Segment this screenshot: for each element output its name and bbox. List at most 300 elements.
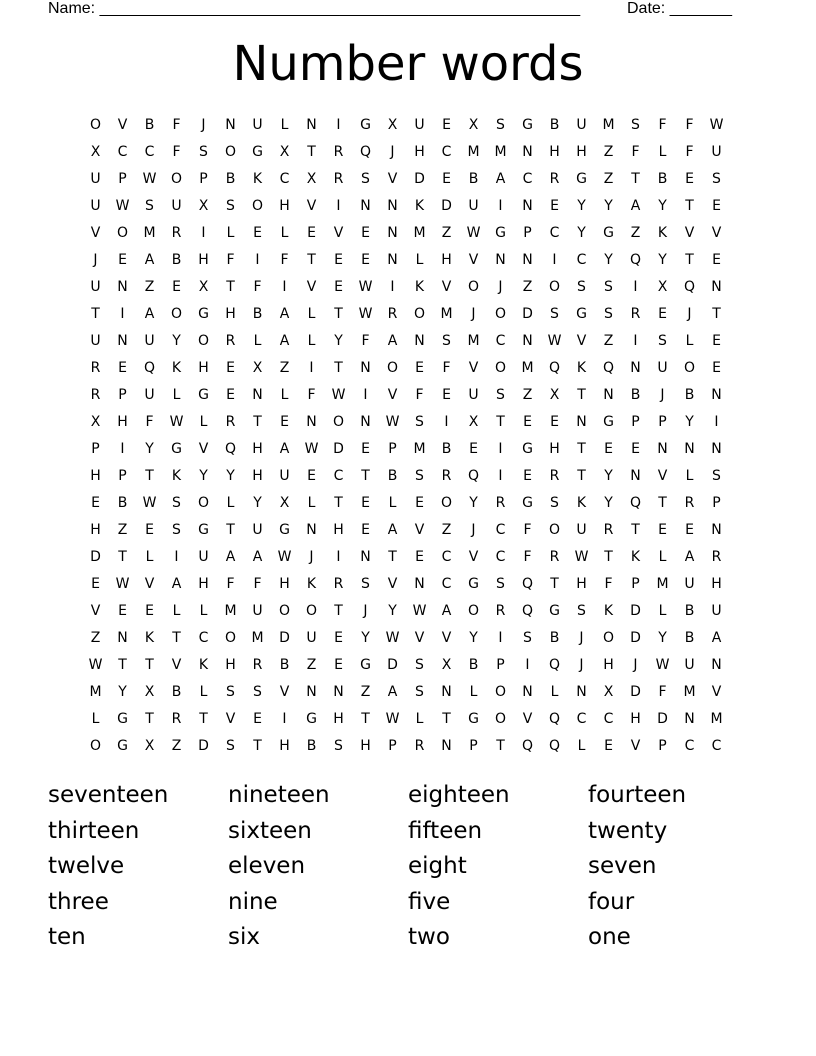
grid-cell[interactable]: L — [280, 117, 289, 133]
grid-cell[interactable]: T — [604, 549, 613, 565]
grid-cell[interactable]: H — [360, 738, 371, 754]
grid-cell[interactable]: R — [333, 576, 344, 592]
grid-cell[interactable]: W — [115, 576, 130, 592]
grid-cell[interactable]: K — [630, 549, 641, 565]
grid-cell[interactable]: V — [468, 549, 479, 565]
grid-cell[interactable]: S — [415, 414, 424, 430]
grid-cell[interactable]: F — [658, 117, 667, 133]
grid-cell[interactable]: P — [469, 738, 478, 754]
grid-cell[interactable]: Z — [441, 225, 452, 241]
grid-cell[interactable]: M — [251, 630, 264, 646]
grid-cell[interactable]: K — [657, 225, 668, 241]
grid-cell[interactable]: W — [88, 657, 103, 673]
grid-cell[interactable]: C — [603, 711, 614, 727]
grid-cell[interactable]: O — [413, 306, 426, 322]
grid-cell[interactable]: G — [549, 603, 560, 619]
grid-cell[interactable]: T — [361, 468, 370, 484]
grid-cell[interactable]: L — [307, 306, 316, 322]
grid-cell[interactable]: M — [494, 144, 507, 160]
grid-cell[interactable]: T — [91, 306, 100, 322]
grid-cell[interactable]: F — [415, 387, 424, 403]
grid-cell[interactable]: N — [711, 657, 722, 673]
grid-cell[interactable]: S — [604, 306, 613, 322]
grid-cell[interactable]: L — [226, 495, 235, 511]
grid-cell[interactable]: M — [683, 684, 696, 700]
grid-cell[interactable]: A — [279, 306, 290, 322]
grid-cell[interactable]: T — [550, 576, 559, 592]
grid-cell[interactable]: R — [225, 333, 236, 349]
grid-cell[interactable]: G — [468, 576, 479, 592]
grid-cell[interactable]: E — [631, 441, 640, 457]
grid-cell[interactable]: R — [441, 468, 452, 484]
grid-cell[interactable]: Y — [469, 630, 478, 646]
grid-cell[interactable]: N — [711, 441, 722, 457]
grid-cell[interactable]: N — [360, 549, 371, 565]
grid-cell[interactable]: Y — [469, 495, 478, 511]
grid-cell[interactable]: O — [89, 738, 102, 754]
grid-cell[interactable]: V — [144, 576, 155, 592]
grid-cell[interactable]: L — [307, 495, 316, 511]
grid-cell[interactable]: O — [440, 495, 453, 511]
grid-cell[interactable]: V — [387, 576, 398, 592]
grid-cell[interactable]: A — [441, 603, 452, 619]
grid-cell[interactable]: Z — [522, 387, 533, 403]
grid-cell[interactable]: T — [388, 549, 397, 565]
grid-cell[interactable]: I — [201, 225, 206, 241]
name-field[interactable]: Name: ______________________________________________________ — [48, 0, 581, 17]
grid-cell[interactable]: R — [711, 549, 722, 565]
grid-cell[interactable]: S — [361, 576, 370, 592]
grid-cell[interactable]: Y — [604, 198, 613, 214]
grid-cell[interactable]: J — [201, 117, 206, 133]
grid-cell[interactable]: Y — [658, 198, 667, 214]
grid-cell[interactable]: F — [307, 387, 316, 403]
grid-cell[interactable]: B — [441, 441, 452, 457]
grid-cell[interactable]: T — [577, 441, 586, 457]
grid-cell[interactable]: N — [684, 711, 695, 727]
grid-cell[interactable]: G — [603, 414, 614, 430]
grid-cell[interactable]: B — [306, 738, 317, 754]
grid-cell[interactable]: C — [495, 333, 506, 349]
grid-cell[interactable]: N — [522, 252, 533, 268]
grid-cell[interactable]: G — [576, 306, 587, 322]
grid-cell[interactable]: E — [361, 225, 370, 241]
grid-cell[interactable]: B — [684, 387, 695, 403]
grid-cell[interactable]: E — [658, 522, 667, 538]
grid-cell[interactable]: I — [120, 306, 125, 322]
grid-cell[interactable]: X — [549, 387, 560, 403]
grid-cell[interactable]: N — [306, 684, 317, 700]
grid-cell[interactable]: G — [576, 171, 587, 187]
grid-cell[interactable]: T — [442, 711, 451, 727]
grid-cell[interactable]: H — [576, 144, 587, 160]
grid-cell[interactable]: L — [658, 549, 667, 565]
grid-cell[interactable]: L — [199, 603, 208, 619]
grid-cell[interactable]: T — [685, 252, 694, 268]
grid-cell[interactable]: E — [658, 306, 667, 322]
grid-cell[interactable]: Q — [548, 657, 561, 673]
grid-cell[interactable]: L — [415, 252, 424, 268]
grid-cell[interactable]: T — [253, 414, 262, 430]
grid-cell[interactable]: Y — [145, 441, 154, 457]
grid-cell[interactable]: C — [549, 225, 560, 241]
grid-cell[interactable]: T — [172, 630, 181, 646]
grid-cell[interactable]: J — [579, 630, 584, 646]
grid-cell[interactable]: H — [441, 252, 452, 268]
grid-cell[interactable]: U — [576, 522, 587, 538]
grid-cell[interactable]: E — [604, 441, 613, 457]
grid-cell[interactable]: S — [550, 306, 559, 322]
grid-cell[interactable]: L — [415, 711, 424, 727]
grid-cell[interactable]: N — [495, 252, 506, 268]
grid-cell[interactable]: T — [496, 738, 505, 754]
grid-cell[interactable]: V — [576, 333, 587, 349]
grid-cell[interactable]: N — [684, 441, 695, 457]
grid-cell[interactable]: L — [172, 387, 181, 403]
grid-cell[interactable]: H — [576, 576, 587, 592]
grid-cell[interactable]: E — [226, 387, 235, 403]
grid-cell[interactable]: X — [144, 684, 155, 700]
grid-cell[interactable]: B — [468, 657, 479, 673]
grid-cell[interactable]: Y — [199, 468, 208, 484]
grid-cell[interactable]: A — [144, 306, 155, 322]
grid-cell[interactable]: U — [90, 279, 101, 295]
grid-cell[interactable]: J — [390, 144, 395, 160]
grid-cell[interactable]: G — [198, 306, 209, 322]
grid-cell[interactable]: X — [90, 414, 101, 430]
grid-cell[interactable]: S — [226, 738, 235, 754]
grid-cell[interactable]: X — [657, 279, 668, 295]
grid-cell[interactable]: O — [197, 333, 210, 349]
grid-cell[interactable]: W — [169, 414, 184, 430]
grid-cell[interactable]: U — [657, 360, 668, 376]
grid-cell[interactable]: F — [685, 117, 694, 133]
grid-cell[interactable]: E — [361, 252, 370, 268]
grid-cell[interactable]: P — [118, 387, 127, 403]
grid-cell[interactable]: W — [412, 603, 427, 619]
grid-cell[interactable]: R — [495, 603, 506, 619]
grid-cell[interactable]: U — [468, 387, 479, 403]
grid-cell[interactable]: N — [306, 117, 317, 133]
grid-cell[interactable]: M — [143, 225, 156, 241]
grid-cell[interactable]: H — [333, 711, 344, 727]
grid-cell[interactable]: V — [198, 441, 209, 457]
grid-cell[interactable]: O — [494, 711, 507, 727]
grid-cell[interactable]: I — [390, 279, 395, 295]
grid-cell[interactable]: E — [172, 279, 181, 295]
grid-cell[interactable]: I — [498, 198, 503, 214]
grid-cell[interactable]: B — [144, 117, 155, 133]
grid-cell[interactable]: R — [549, 549, 560, 565]
grid-cell[interactable]: Q — [629, 252, 642, 268]
grid-cell[interactable]: O — [494, 684, 507, 700]
grid-cell[interactable]: R — [603, 522, 614, 538]
grid-cell[interactable]: T — [658, 495, 667, 511]
grid-cell[interactable]: O — [683, 360, 696, 376]
grid-cell[interactable]: I — [336, 198, 341, 214]
grid-cell[interactable]: E — [145, 522, 154, 538]
grid-cell[interactable]: Y — [685, 414, 694, 430]
grid-cell[interactable]: G — [198, 522, 209, 538]
grid-cell[interactable]: L — [226, 225, 235, 241]
grid-cell[interactable]: K — [171, 468, 182, 484]
grid-cell[interactable]: H — [90, 522, 101, 538]
grid-cell[interactable]: B — [684, 630, 695, 646]
grid-cell[interactable]: T — [334, 603, 343, 619]
grid-cell[interactable]: G — [360, 657, 371, 673]
grid-cell[interactable]: U — [90, 198, 101, 214]
grid-cell[interactable]: V — [522, 711, 533, 727]
grid-cell[interactable]: H — [549, 441, 560, 457]
grid-cell[interactable]: D — [630, 684, 641, 700]
grid-cell[interactable]: V — [441, 279, 452, 295]
grid-cell[interactable]: T — [253, 738, 262, 754]
grid-cell[interactable]: G — [360, 117, 371, 133]
grid-cell[interactable]: N — [414, 333, 425, 349]
grid-cell[interactable]: X — [279, 144, 290, 160]
grid-cell[interactable]: L — [199, 684, 208, 700]
grid-cell[interactable]: N — [522, 333, 533, 349]
grid-cell[interactable]: Z — [360, 684, 371, 700]
grid-cell[interactable]: L — [199, 414, 208, 430]
grid-cell[interactable]: S — [253, 684, 262, 700]
grid-cell[interactable]: U — [198, 549, 209, 565]
grid-cell[interactable]: S — [415, 657, 424, 673]
grid-cell[interactable]: G — [252, 144, 263, 160]
grid-cell[interactable]: L — [307, 333, 316, 349]
grid-cell[interactable]: S — [496, 387, 505, 403]
grid-cell[interactable]: V — [333, 225, 344, 241]
grid-cell[interactable]: P — [631, 414, 640, 430]
grid-cell[interactable]: N — [711, 387, 722, 403]
grid-cell[interactable]: I — [363, 387, 368, 403]
grid-cell[interactable]: C — [279, 171, 290, 187]
grid-cell[interactable]: D — [630, 603, 641, 619]
grid-cell[interactable]: U — [252, 117, 263, 133]
grid-cell[interactable]: Q — [521, 738, 534, 754]
grid-cell[interactable]: S — [172, 495, 181, 511]
grid-cell[interactable]: H — [117, 414, 128, 430]
grid-cell[interactable]: M — [710, 711, 723, 727]
grid-cell[interactable]: N — [117, 333, 128, 349]
grid-cell[interactable]: H — [198, 576, 209, 592]
grid-cell[interactable]: E — [523, 414, 532, 430]
grid-cell[interactable]: B — [468, 171, 479, 187]
grid-cell[interactable]: P — [496, 657, 505, 673]
grid-cell[interactable]: W — [142, 495, 157, 511]
grid-cell[interactable]: J — [309, 549, 314, 565]
grid-cell[interactable]: A — [684, 549, 695, 565]
grid-cell[interactable]: X — [468, 414, 479, 430]
grid-cell[interactable]: N — [360, 360, 371, 376]
grid-cell[interactable]: N — [441, 738, 452, 754]
grid-cell[interactable]: Q — [224, 441, 237, 457]
grid-cell[interactable]: O — [170, 306, 183, 322]
grid-cell[interactable]: E — [334, 252, 343, 268]
grid-cell[interactable]: J — [498, 279, 503, 295]
grid-cell[interactable]: O — [224, 630, 237, 646]
grid-cell[interactable]: W — [115, 198, 130, 214]
grid-cell[interactable]: N — [387, 252, 398, 268]
grid-cell[interactable]: V — [117, 117, 128, 133]
grid-cell[interactable]: L — [91, 711, 100, 727]
grid-cell[interactable]: O — [494, 360, 507, 376]
grid-cell[interactable]: Q — [683, 279, 696, 295]
grid-cell[interactable]: L — [658, 603, 667, 619]
grid-cell[interactable]: Y — [226, 468, 235, 484]
grid-cell[interactable]: N — [252, 387, 263, 403]
grid-cell[interactable]: E — [415, 549, 424, 565]
grid-cell[interactable]: L — [280, 225, 289, 241]
grid-cell[interactable]: F — [172, 144, 181, 160]
grid-cell[interactable]: H — [279, 738, 290, 754]
grid-cell[interactable]: E — [712, 333, 721, 349]
grid-cell[interactable]: E — [91, 495, 100, 511]
grid-cell[interactable]: P — [631, 576, 640, 592]
grid-cell[interactable]: G — [522, 441, 533, 457]
grid-cell[interactable]: T — [199, 711, 208, 727]
grid-cell[interactable]: T — [577, 468, 586, 484]
grid-cell[interactable]: G — [522, 117, 533, 133]
grid-cell[interactable]: V — [387, 171, 398, 187]
grid-cell[interactable]: T — [334, 306, 343, 322]
grid-cell[interactable]: Z — [603, 171, 614, 187]
grid-cell[interactable]: X — [198, 279, 209, 295]
grid-cell[interactable]: R — [252, 657, 263, 673]
grid-cell[interactable]: A — [171, 576, 182, 592]
grid-cell[interactable]: W — [277, 549, 292, 565]
grid-cell[interactable]: S — [631, 117, 640, 133]
grid-cell[interactable]: G — [306, 711, 317, 727]
grid-cell[interactable]: E — [334, 630, 343, 646]
grid-cell[interactable]: O — [251, 198, 264, 214]
grid-cell[interactable]: T — [307, 252, 316, 268]
grid-cell[interactable]: P — [658, 414, 667, 430]
grid-cell[interactable]: B — [279, 657, 290, 673]
grid-cell[interactable]: V — [711, 225, 722, 241]
grid-cell[interactable]: D — [414, 171, 425, 187]
grid-cell[interactable]: V — [225, 711, 236, 727]
grid-cell[interactable]: E — [523, 468, 532, 484]
grid-cell[interactable]: Q — [143, 360, 156, 376]
grid-cell[interactable]: O — [197, 495, 210, 511]
grid-cell[interactable]: J — [93, 252, 98, 268]
grid-cell[interactable]: P — [388, 441, 397, 457]
grid-cell[interactable]: E — [307, 225, 316, 241]
grid-cell[interactable]: E — [118, 252, 127, 268]
grid-cell[interactable]: O — [305, 603, 318, 619]
grid-cell[interactable]: O — [548, 279, 561, 295]
grid-cell[interactable]: Z — [171, 738, 182, 754]
grid-cell[interactable]: Z — [90, 630, 101, 646]
grid-cell[interactable]: P — [118, 468, 127, 484]
grid-cell[interactable]: Q — [521, 603, 534, 619]
grid-cell[interactable]: T — [145, 711, 154, 727]
grid-cell[interactable]: S — [442, 333, 451, 349]
grid-cell[interactable]: T — [145, 657, 154, 673]
grid-cell[interactable]: J — [687, 306, 692, 322]
grid-cell[interactable]: N — [630, 360, 641, 376]
grid-cell[interactable]: L — [280, 387, 289, 403]
grid-cell[interactable]: X — [252, 360, 263, 376]
grid-cell[interactable]: V — [468, 360, 479, 376]
grid-cell[interactable]: Y — [118, 684, 127, 700]
grid-cell[interactable]: R — [414, 738, 425, 754]
grid-cell[interactable]: Q — [602, 360, 615, 376]
grid-cell[interactable]: U — [711, 144, 722, 160]
grid-cell[interactable]: L — [145, 549, 154, 565]
grid-cell[interactable]: U — [684, 576, 695, 592]
grid-cell[interactable]: U — [144, 387, 155, 403]
grid-cell[interactable]: E — [415, 495, 424, 511]
grid-cell[interactable]: T — [361, 711, 370, 727]
grid-cell[interactable]: W — [331, 387, 346, 403]
grid-cell[interactable]: S — [415, 684, 424, 700]
grid-cell[interactable]: L — [685, 468, 694, 484]
grid-cell[interactable]: M — [224, 603, 237, 619]
grid-cell[interactable]: T — [226, 522, 235, 538]
grid-cell[interactable]: U — [711, 603, 722, 619]
grid-cell[interactable]: K — [171, 360, 182, 376]
grid-cell[interactable]: N — [225, 117, 236, 133]
grid-cell[interactable]: A — [279, 333, 290, 349]
grid-cell[interactable]: N — [630, 468, 641, 484]
grid-cell[interactable]: F — [631, 144, 640, 160]
grid-cell[interactable]: W — [385, 630, 400, 646]
grid-cell[interactable]: W — [142, 171, 157, 187]
grid-cell[interactable]: S — [415, 468, 424, 484]
grid-cell[interactable]: W — [709, 117, 724, 133]
grid-cell[interactable]: S — [496, 117, 505, 133]
grid-cell[interactable]: E — [604, 738, 613, 754]
grid-cell[interactable]: A — [387, 522, 398, 538]
grid-cell[interactable]: L — [388, 495, 397, 511]
grid-cell[interactable]: U — [468, 198, 479, 214]
grid-cell[interactable]: T — [334, 360, 343, 376]
grid-cell[interactable]: T — [712, 306, 721, 322]
grid-cell[interactable]: T — [496, 414, 505, 430]
grid-cell[interactable]: B — [549, 630, 560, 646]
grid-cell[interactable]: W — [466, 225, 481, 241]
grid-cell[interactable]: U — [144, 333, 155, 349]
grid-cell[interactable]: L — [685, 333, 694, 349]
grid-cell[interactable]: P — [712, 495, 721, 511]
grid-cell[interactable]: D — [333, 441, 344, 457]
grid-cell[interactable]: V — [414, 630, 425, 646]
grid-cell[interactable]: S — [226, 198, 235, 214]
grid-cell[interactable]: M — [467, 333, 480, 349]
grid-cell[interactable]: F — [658, 684, 667, 700]
grid-cell[interactable]: M — [413, 225, 426, 241]
grid-cell[interactable]: E — [442, 117, 451, 133]
grid-cell[interactable]: A — [144, 252, 155, 268]
grid-cell[interactable]: I — [498, 468, 503, 484]
grid-cell[interactable]: S — [658, 333, 667, 349]
grid-cell[interactable]: Z — [117, 522, 128, 538]
grid-cell[interactable]: T — [334, 495, 343, 511]
grid-cell[interactable]: F — [361, 333, 370, 349]
grid-cell[interactable]: V — [90, 225, 101, 241]
grid-cell[interactable]: D — [198, 738, 209, 754]
grid-cell[interactable]: V — [414, 522, 425, 538]
grid-cell[interactable]: C — [576, 711, 587, 727]
grid-cell[interactable]: Q — [467, 468, 480, 484]
grid-cell[interactable]: S — [550, 495, 559, 511]
grid-cell[interactable]: H — [603, 657, 614, 673]
grid-cell[interactable]: V — [657, 468, 668, 484]
grid-cell[interactable]: R — [171, 225, 182, 241]
grid-cell[interactable]: N — [603, 387, 614, 403]
